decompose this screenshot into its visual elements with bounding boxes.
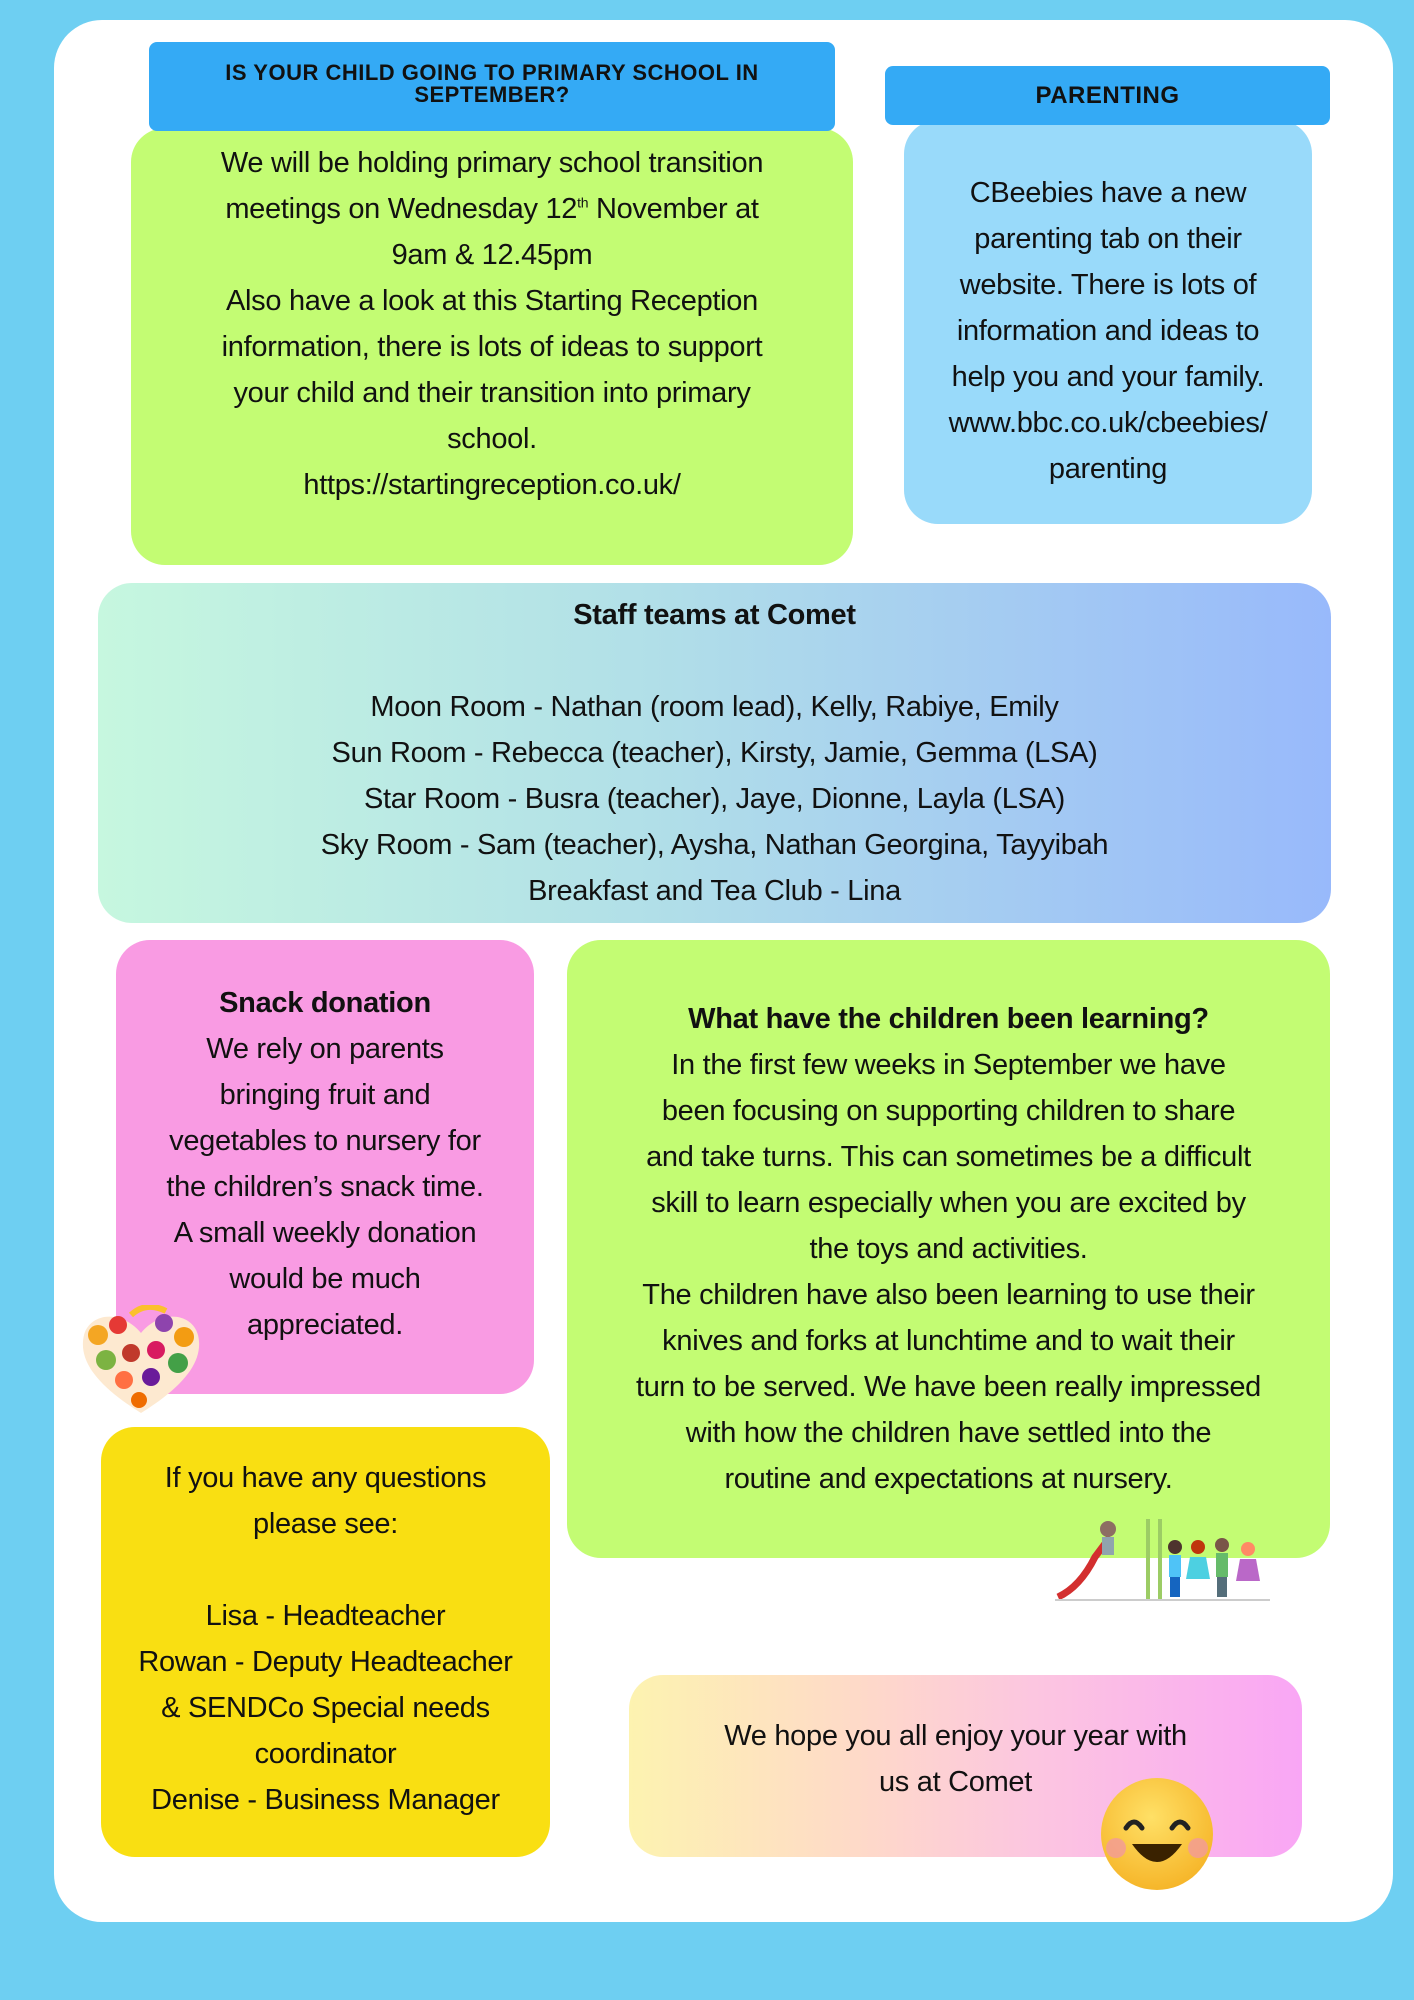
- text-line: We rely on parents: [206, 1033, 444, 1065]
- text-line: skill to learn especially when you are excited by: [651, 1187, 1246, 1219]
- text-line: A small weekly donation: [173, 1217, 477, 1249]
- text-line: school.: [447, 423, 537, 455]
- cbeebies-link[interactable]: www.bbc.co.uk/cbeebies/: [948, 407, 1268, 439]
- text-line: help you and your family.: [951, 361, 1265, 393]
- text-line: the children’s snack time.: [166, 1171, 484, 1203]
- snack-title: Snack donation: [219, 987, 431, 1019]
- primary-school-box: [131, 128, 853, 565]
- contact-line: Lisa - Headteacher: [205, 1600, 446, 1632]
- staff-teams-box: [98, 583, 1331, 923]
- text-line: meetings on Wednesday 12th November at: [225, 193, 759, 225]
- text-line: The children have also been learning to use their: [642, 1279, 1255, 1311]
- staff-line: Sky Room - Sam (teacher), Aysha, Nathan Georgina, Tayyibah: [320, 829, 1109, 861]
- contact-line: Rowan - Deputy Headteacher: [138, 1646, 513, 1678]
- text-line: would be much: [229, 1263, 421, 1295]
- contact-line: & SENDCo Special needs: [161, 1692, 490, 1724]
- text-line: information, there is lots of ideas to support: [221, 331, 763, 363]
- text-line: website. There is lots of: [959, 269, 1257, 301]
- smiley-face-icon: [1098, 1776, 1216, 1892]
- text-line: routine and expectations at nursery.: [724, 1463, 1173, 1495]
- text-line: parenting tab on their: [974, 223, 1242, 255]
- text-line: turn to be served. We have been really impressed: [635, 1371, 1262, 1403]
- spacer: [101, 1547, 550, 1593]
- staff-line: Moon Room - Nathan (room lead), Kelly, Rabiye, Emily: [370, 691, 1059, 723]
- starting-reception-link[interactable]: https://startingreception.co.uk/: [303, 469, 681, 501]
- primary-school-heading: IS YOUR CHILD GOING TO PRIMARY SCHOOL IN SEPTEMBER?: [149, 42, 835, 131]
- text-line: If you have any questions: [164, 1462, 487, 1494]
- text-line: CBeebies have a new: [969, 177, 1247, 209]
- text-line: appreciated.: [246, 1309, 403, 1341]
- parenting-box: [904, 120, 1312, 524]
- children-slide-icon: [1050, 1517, 1280, 1603]
- staff-line: Sun Room - Rebecca (teacher), Kirsty, Jamie, Gemma (LSA): [331, 737, 1098, 769]
- cbeebies-link[interactable]: parenting: [1048, 453, 1168, 485]
- text-line: knives and forks at lunchtime and to wait their: [662, 1325, 1235, 1357]
- text-line: been focusing on supporting children to share: [661, 1095, 1236, 1127]
- questions-box: [101, 1427, 550, 1857]
- contact-line: coordinator: [254, 1738, 397, 1770]
- text-line: We hope you all enjoy your year with: [724, 1720, 1187, 1752]
- text-line: In the first few weeks in September we have: [671, 1049, 1226, 1081]
- text-line: your child and their transition into primary: [233, 377, 751, 409]
- text-line: bringing fruit and: [219, 1079, 431, 1111]
- text-line: with how the children have settled into the: [685, 1417, 1212, 1449]
- fruit-heart-icon: [76, 1305, 206, 1417]
- learning-box: [567, 940, 1330, 1558]
- staff-line: Star Room - Busra (teacher), Jaye, Dionne, Layla (LSA): [363, 783, 1066, 815]
- text-line: the toys and activities.: [809, 1233, 1088, 1265]
- text-line: vegetables to nursery for: [169, 1125, 481, 1157]
- text-line: and take turns. This can sometimes be a difficult: [646, 1141, 1251, 1173]
- text-line: us at Comet: [878, 1766, 1033, 1798]
- text-line: 9am & 12.45pm: [391, 239, 593, 271]
- parenting-heading: PARENTING: [885, 66, 1330, 125]
- staff-line: Breakfast and Tea Club - Lina: [528, 875, 901, 907]
- learning-title: What have the children been learning?: [688, 1003, 1209, 1035]
- text-line: Also have a look at this Starting Reception: [226, 285, 758, 317]
- staff-title: Staff teams at Comet: [573, 599, 856, 631]
- text-line: information and ideas to: [956, 315, 1260, 347]
- contact-line: Denise - Business Manager: [151, 1784, 500, 1816]
- text-line: please see:: [252, 1508, 399, 1540]
- text-line: We will be holding primary school transition: [220, 147, 764, 179]
